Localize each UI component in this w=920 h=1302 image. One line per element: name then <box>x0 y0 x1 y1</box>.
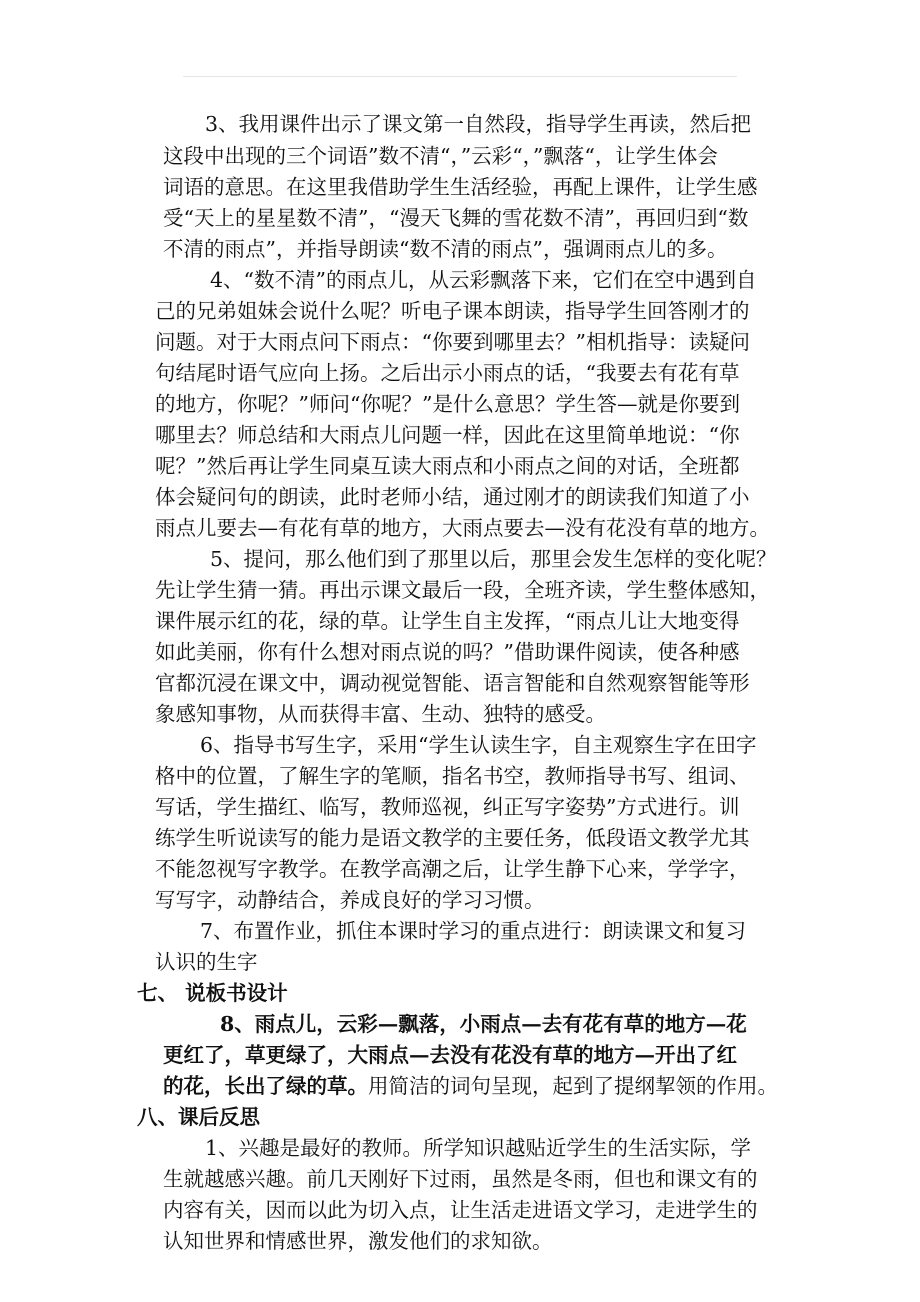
paragraph-5-line-5: 官都沉浸在课文中，调动视觉智能、语言智能和自然观察智能等形 <box>155 671 750 695</box>
section-heading-reflection: 八、课后反思 <box>137 1105 260 1129</box>
paragraph-6-line-1: 6、指导书写生字，采用“学生认读生字，自主观察生字在田字 <box>200 733 757 757</box>
reflection-line-2: 生就越感兴趣。前几天刚好下过雨，虽然是冬雨，但也和课文有的 <box>163 1167 758 1191</box>
paragraph-6-line-3: 写话，学生描红、临写，教师巡视，纠正写字姿势”方式进行。训 <box>155 795 740 819</box>
paragraph-6-line-4: 练学生听说读写的能力是语文教学的主要任务，低段语文教学尤其 <box>155 826 750 850</box>
paragraph-3-line-2: 这段中出现的三个词语”数不清“，”云彩“，”飘落“，让学生体会 <box>163 144 718 168</box>
paragraph-5-line-6: 象感知事物，从而获得丰富、生动、独特的感受。 <box>155 702 606 726</box>
paragraph-7-line-2: 认识的生字 <box>155 950 258 974</box>
board-design-line-1: 8、雨点儿，云彩—飘落，小雨点—去有花有草的地方—花 <box>220 1012 747 1036</box>
paragraph-4-line-8: 体会疑问句的朗读，此时老师小结，通过刚才的朗读我们知道了小 <box>155 485 750 509</box>
board-design-line-3 <box>163 1072 778 1100</box>
paragraph-6-line-2: 格中的位置，了解生字的笔顺，指名书空，教师指导书写、组词、 <box>155 764 750 788</box>
reflection-line-3: 内容有关，因而以此为切入点，让生活走进语文学习，走进学生的 <box>163 1198 758 1222</box>
paragraph-3-line-1: 3、我用课件出示了课文第一自然段，指导学生再读，然后把 <box>205 112 752 136</box>
paragraph-6-line-5: 不能忽视写字教学。在教学高潮之后，让学生静下心来，学学字， <box>155 857 750 881</box>
paragraph-4-line-5: 的地方，你呢？”师问“你呢？”是什么意思？学生答—就是你要到 <box>155 392 740 416</box>
paragraph-3-line-5: 不清的雨点”，并指导朗读“数不清的雨点”，强调雨点儿的多。 <box>163 237 728 261</box>
reflection-line-4: 认知世界和情感世界，激发他们的求知欲。 <box>163 1229 553 1253</box>
paragraph-4-line-6: 哪里去？师总结和大雨点儿问题一样，因此在这里简单地说：“你 <box>155 423 740 447</box>
paragraph-4-line-2: 己的兄弟姐妹会说什么呢？听电子课本朗读，指导学生回答刚才的 <box>155 299 750 323</box>
paragraph-4-line-4: 句结尾时语气应向上扬。之后出示小雨点的话，“我要去有花有草 <box>155 361 740 385</box>
paragraph-4-line-3: 问题。对于大雨点问下雨点：“你要到哪里去？”相机指导：读疑问 <box>155 330 750 354</box>
paragraph-5-line-1: 5、提问，那么他们到了那里以后，那里会发生怎样的变化呢？ <box>210 547 777 571</box>
reflection-line-1: 1、兴趣是最好的教师。所学知识越贴近学生的生活实际，学 <box>205 1136 752 1160</box>
paragraph-4-line-1: 4、“数不清”的雨点儿，从云彩飘落下来，它们在空中遇到自 <box>210 268 757 292</box>
paragraph-5-line-2: 先让学生猜一猜。再出示课文最后一段，全班齐读，学生整体感知， <box>155 578 770 602</box>
paragraph-3-line-3: 词语的意思。在这里我借助学生生活经验，再配上课件，让学生感 <box>163 175 758 199</box>
paragraph-5-line-4: 如此美丽，你有什么想对雨点说的吗？”借助课件阅读，使各种感 <box>155 640 740 664</box>
section-heading-board-design: 七、 说板书设计 <box>137 981 288 1005</box>
paragraph-7-line-1: 7、布置作业，抓住本课时学习的重点进行：朗读课文和复习 <box>200 919 747 943</box>
paragraph-5-line-3: 课件展示红的花，绿的草。让学生自主发挥，“雨点儿让大地变得 <box>155 609 740 633</box>
paragraph-4-line-7: 呢？”然后再让学生同桌互读大雨点和小雨点之间的对话，全班都 <box>155 454 740 478</box>
paragraph-4-line-9: 雨点儿要去—有花有草的地方，大雨点要去—没有花没有草的地方。 <box>155 516 770 540</box>
board-design-line-3-rest: 用简洁的词句呈现，起到了提纲挈领的作用。 <box>368 1074 778 1098</box>
header-rule <box>183 76 737 77</box>
paragraph-3-line-4: 受“天上的星星数不清”，“漫天飞舞的雪花数不清”，再回归到“数 <box>163 206 749 230</box>
board-design-line-2: 更红了，草更绿了，大雨点—去没有花没有草的地方—开出了红 <box>163 1043 737 1067</box>
paragraph-6-line-6: 写写字，动静结合，养成良好的学习习惯。 <box>155 888 545 912</box>
board-design-line-3-bold: 的花，长出了绿的草。 <box>163 1074 368 1098</box>
